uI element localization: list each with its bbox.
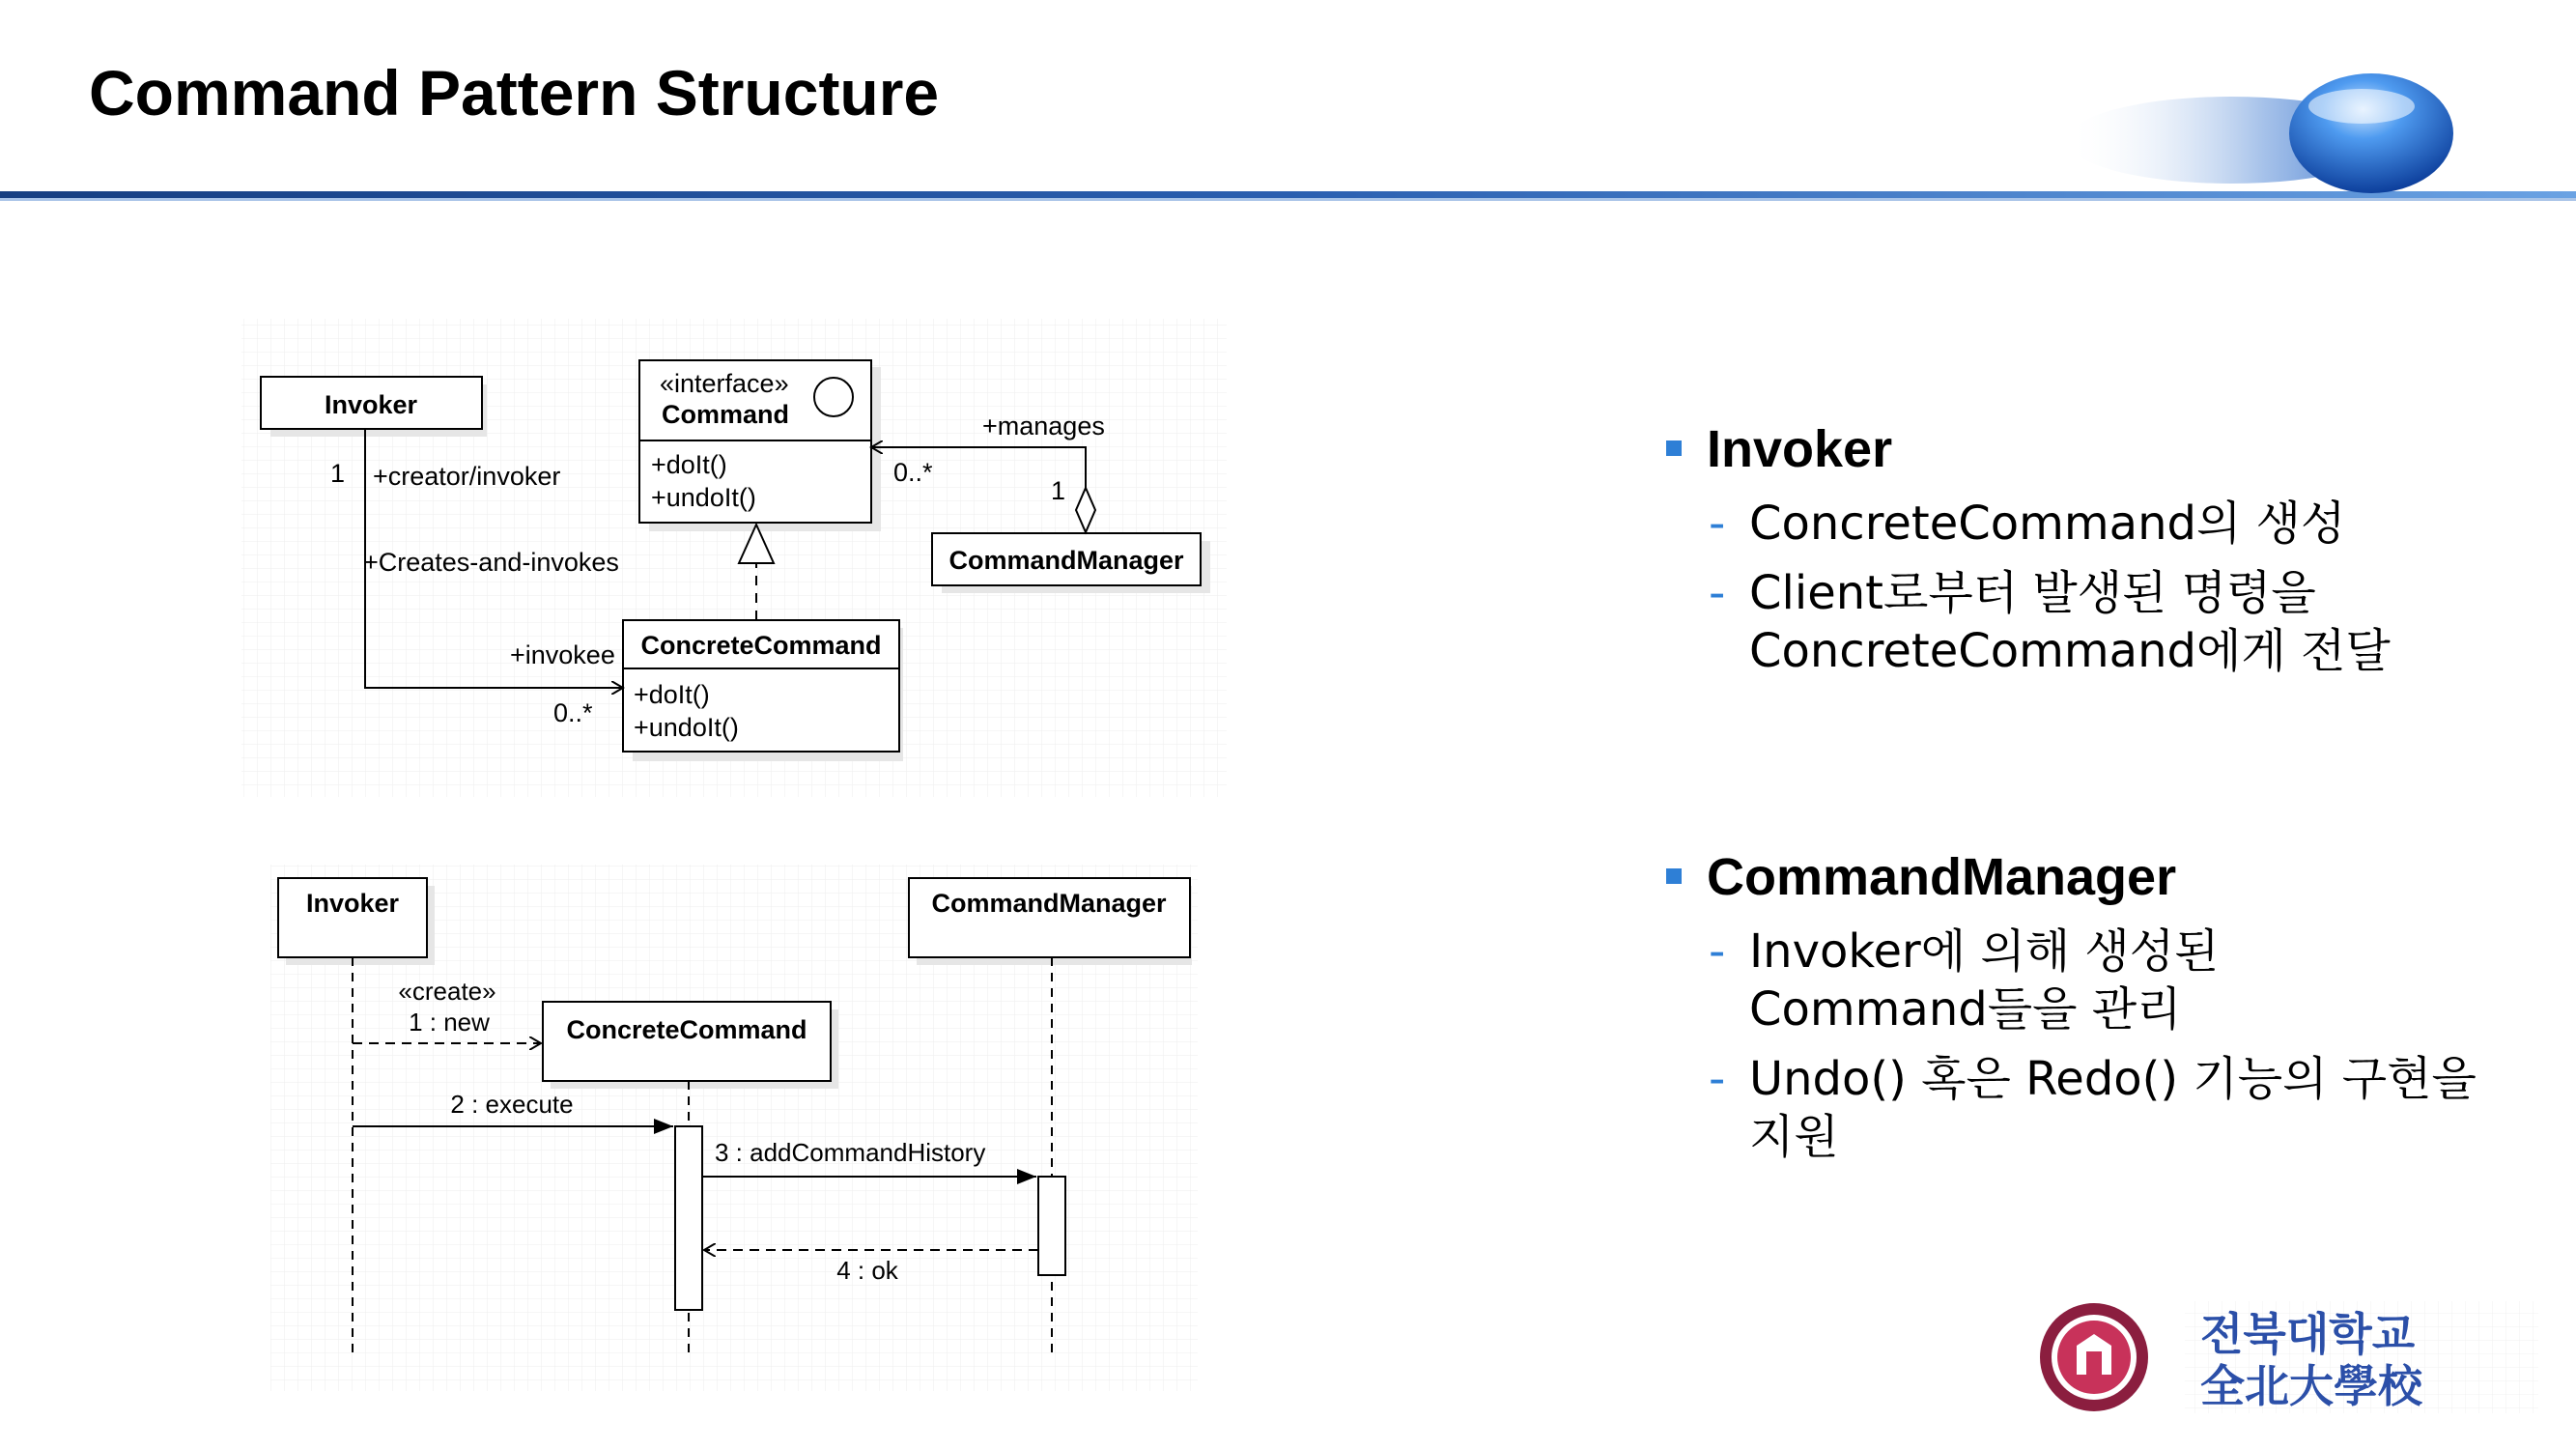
dash-icon: - xyxy=(1709,566,1726,620)
bullet-heading xyxy=(1666,843,2477,911)
activation-command-manager xyxy=(1038,1177,1065,1275)
dash-icon: - xyxy=(1709,497,1726,551)
logo-hanja-name: 全北大學校 xyxy=(2200,1360,2422,1412)
bullet-item xyxy=(1666,564,2391,680)
command-name: Command xyxy=(662,400,790,429)
bullet-heading xyxy=(1666,415,2391,483)
lifeline-command-manager-name: CommandManager xyxy=(931,889,1167,918)
bullet-item-line: ConcreteCommand의 생성 xyxy=(1749,497,2346,551)
label-invoker-mult: 1 xyxy=(330,459,346,488)
bullet-section-invoker xyxy=(1666,415,2391,680)
command-stereotype: «interface» xyxy=(660,369,789,398)
concrete-op-undoit: +undoIt() xyxy=(634,713,739,742)
bullet-item xyxy=(1666,923,2477,1038)
bullet-item-line: 지원 xyxy=(1749,1110,1839,1164)
bullet-item-line: ConcreteCommand에게 전달 xyxy=(1749,624,2391,678)
command-manager-name: CommandManager xyxy=(948,546,1184,575)
command-op-doit: +doIt() xyxy=(651,450,727,479)
message-create-stereotype: «create» xyxy=(398,977,496,1006)
lifeline-invoker-name: Invoker xyxy=(305,889,400,918)
concrete-command-name: ConcreteCommand xyxy=(640,631,882,660)
dash-icon: - xyxy=(1709,1052,1726,1106)
label-creator-role: +creator/invoker xyxy=(373,462,561,491)
class-command-interface xyxy=(639,360,881,531)
label-manages-target-mult: 0..* xyxy=(893,458,933,487)
class-concrete-command xyxy=(623,620,903,761)
activation-concrete-command xyxy=(675,1126,702,1310)
class-command-manager xyxy=(932,533,1210,593)
logo-korean-name: 전북대학교 xyxy=(2200,1308,2416,1360)
message-3-label: 3 : addCommandHistory xyxy=(715,1138,986,1167)
invoker-name: Invoker xyxy=(324,390,418,419)
message-2-label: 2 : execute xyxy=(450,1090,574,1119)
command-op-undoit: +undoIt() xyxy=(651,483,756,512)
class-invoker xyxy=(261,377,487,437)
university-logo xyxy=(2019,1299,2540,1415)
bullet-section-command-manager xyxy=(1666,843,2477,1166)
bullet-item xyxy=(1666,495,2391,553)
bullet-heading-text: CommandManager xyxy=(1707,848,2177,906)
label-creates-and-invokes: +Creates-and-invokes xyxy=(363,548,619,577)
university-emblem-icon xyxy=(2040,1303,2148,1411)
label-manages: +manages xyxy=(982,412,1105,440)
concrete-op-doit: +doIt() xyxy=(634,680,710,709)
bullet-heading-text: Invoker xyxy=(1707,420,1893,478)
label-invokee-role: +invokee xyxy=(510,640,615,669)
bullet-item-line: Invoker에 의해 생성된 xyxy=(1749,924,2220,979)
bullet-square-icon xyxy=(1666,868,1682,884)
bullet-item xyxy=(1666,1050,2477,1166)
message-1-label: 1 : new xyxy=(409,1008,490,1037)
dash-icon: - xyxy=(1709,924,1726,979)
message-4-label: 4 : ok xyxy=(836,1256,898,1285)
label-manager-mult: 1 xyxy=(1051,476,1066,505)
bullet-item-line: Client로부터 발생된 명령을 xyxy=(1749,566,2316,620)
slide-title: Command Pattern Structure xyxy=(89,57,940,128)
bullet-item-line: Command들을 관리 xyxy=(1749,982,2182,1037)
lifeline-concrete-command-name: ConcreteCommand xyxy=(566,1015,807,1044)
bullet-square-icon xyxy=(1666,440,1682,456)
label-invokee-mult: 0..* xyxy=(553,698,593,727)
bullet-item-line: Undo() 혹은 Redo() 기능의 구현을 xyxy=(1749,1052,2477,1106)
